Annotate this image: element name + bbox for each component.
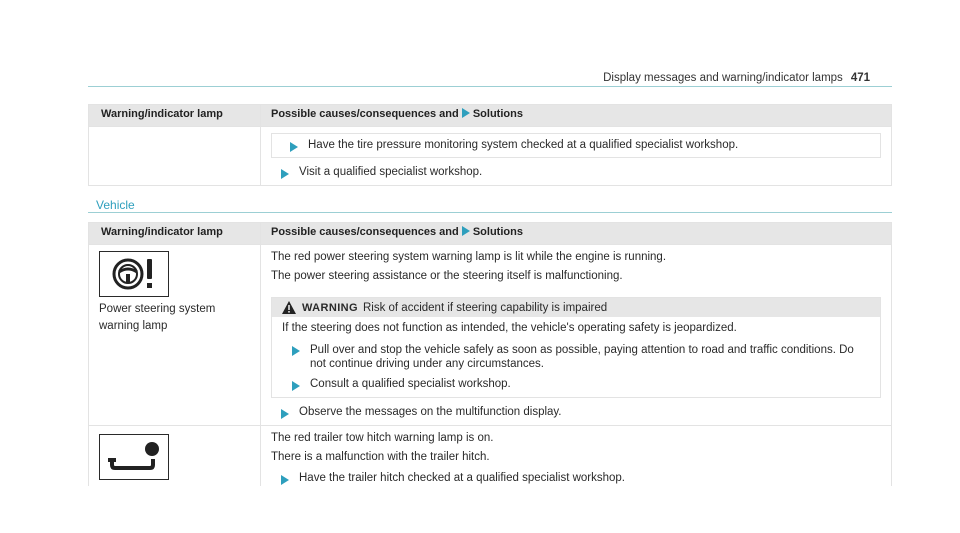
warning-step: Consult a qualified specialist workshop. <box>292 378 870 391</box>
table-row <box>89 426 892 486</box>
arrow-icon <box>292 381 300 391</box>
warning-header <box>272 298 880 317</box>
section-title: Vehicle <box>96 198 135 212</box>
solution-step: Observe the messages on the multifunction display. <box>281 406 891 419</box>
causes-cell <box>261 127 892 186</box>
steering-wheel-warning-icon <box>99 251 169 297</box>
lamp-cell <box>89 245 261 426</box>
arrow-icon <box>281 169 289 179</box>
causes-cell: The red trailer tow hitch warning lamp is on. There is a malfunction with the trailer hitch. Have the trailer hitch checked at a qualified specialist workshop. <box>261 426 892 486</box>
arrow-icon <box>290 142 298 152</box>
table-row <box>89 245 892 426</box>
arrow-icon <box>462 226 470 236</box>
col-header-causes: Possible causes/consequences and Solutions <box>261 223 892 245</box>
warning-triangle-icon <box>282 301 296 314</box>
table-vehicle <box>88 222 892 486</box>
lamp-cell <box>89 426 261 486</box>
lamp-cell-empty <box>89 127 261 186</box>
arrow-icon <box>462 108 470 118</box>
arrow-icon <box>281 475 289 485</box>
warning-box <box>271 297 881 398</box>
col-header-lamp: Warning/indicator lamp <box>89 223 261 245</box>
col-header-causes: Possible causes/consequences and Solutions <box>261 105 892 127</box>
warning-text: If the steering does not function as intended, the vehicle's operating safety is jeopardized. <box>282 322 737 334</box>
page-number: 471 <box>850 72 870 84</box>
arrow-icon <box>292 346 300 356</box>
solution-step: Visit a qualified specialist workshop. <box>281 166 891 179</box>
solution-step: Have the trailer hitch checked at a qualified specialist workshop. <box>281 472 891 485</box>
running-header <box>603 72 870 84</box>
col-header-lamp: Warning/indicator lamp <box>89 105 261 127</box>
header-rule <box>88 86 892 87</box>
warning-title: Risk of accident if steering capability is impaired <box>362 301 608 314</box>
section-rule <box>88 212 892 213</box>
boxed-step: Have the tire pressure monitoring system checked at a qualified specialist workshop. <box>271 133 881 158</box>
running-header-title: Display messages and warning/indicator lamps <box>603 72 843 84</box>
causes-cell: The red power steering system warning lamp is lit while the engine is running. The power steering assistance or the steering itself is malfunctioning. WARNING Risk of accident if steering capability is impaired If the steering does not function as intended, the vehicle's operating safety is jeopardized. Pull over and stop the vehicle safely as soon as possible, paying attention to road and traffic conditions. Do not continue driving under any circumstances. Consult a qualified specialist workshop. Observe the messages on the multifunction display. <box>261 245 892 426</box>
warning-step: Pull over and stop the vehicle safely as soon as possible, paying attention to road and traffic conditions. Do not continue driving under any circumstances. <box>292 343 870 371</box>
trailer-hitch-icon <box>99 434 169 480</box>
warning-label: WARNING <box>302 301 358 314</box>
lamp-label: Power steering system warning lamp <box>99 303 216 332</box>
arrow-icon <box>281 409 289 419</box>
table-continued <box>88 104 892 186</box>
